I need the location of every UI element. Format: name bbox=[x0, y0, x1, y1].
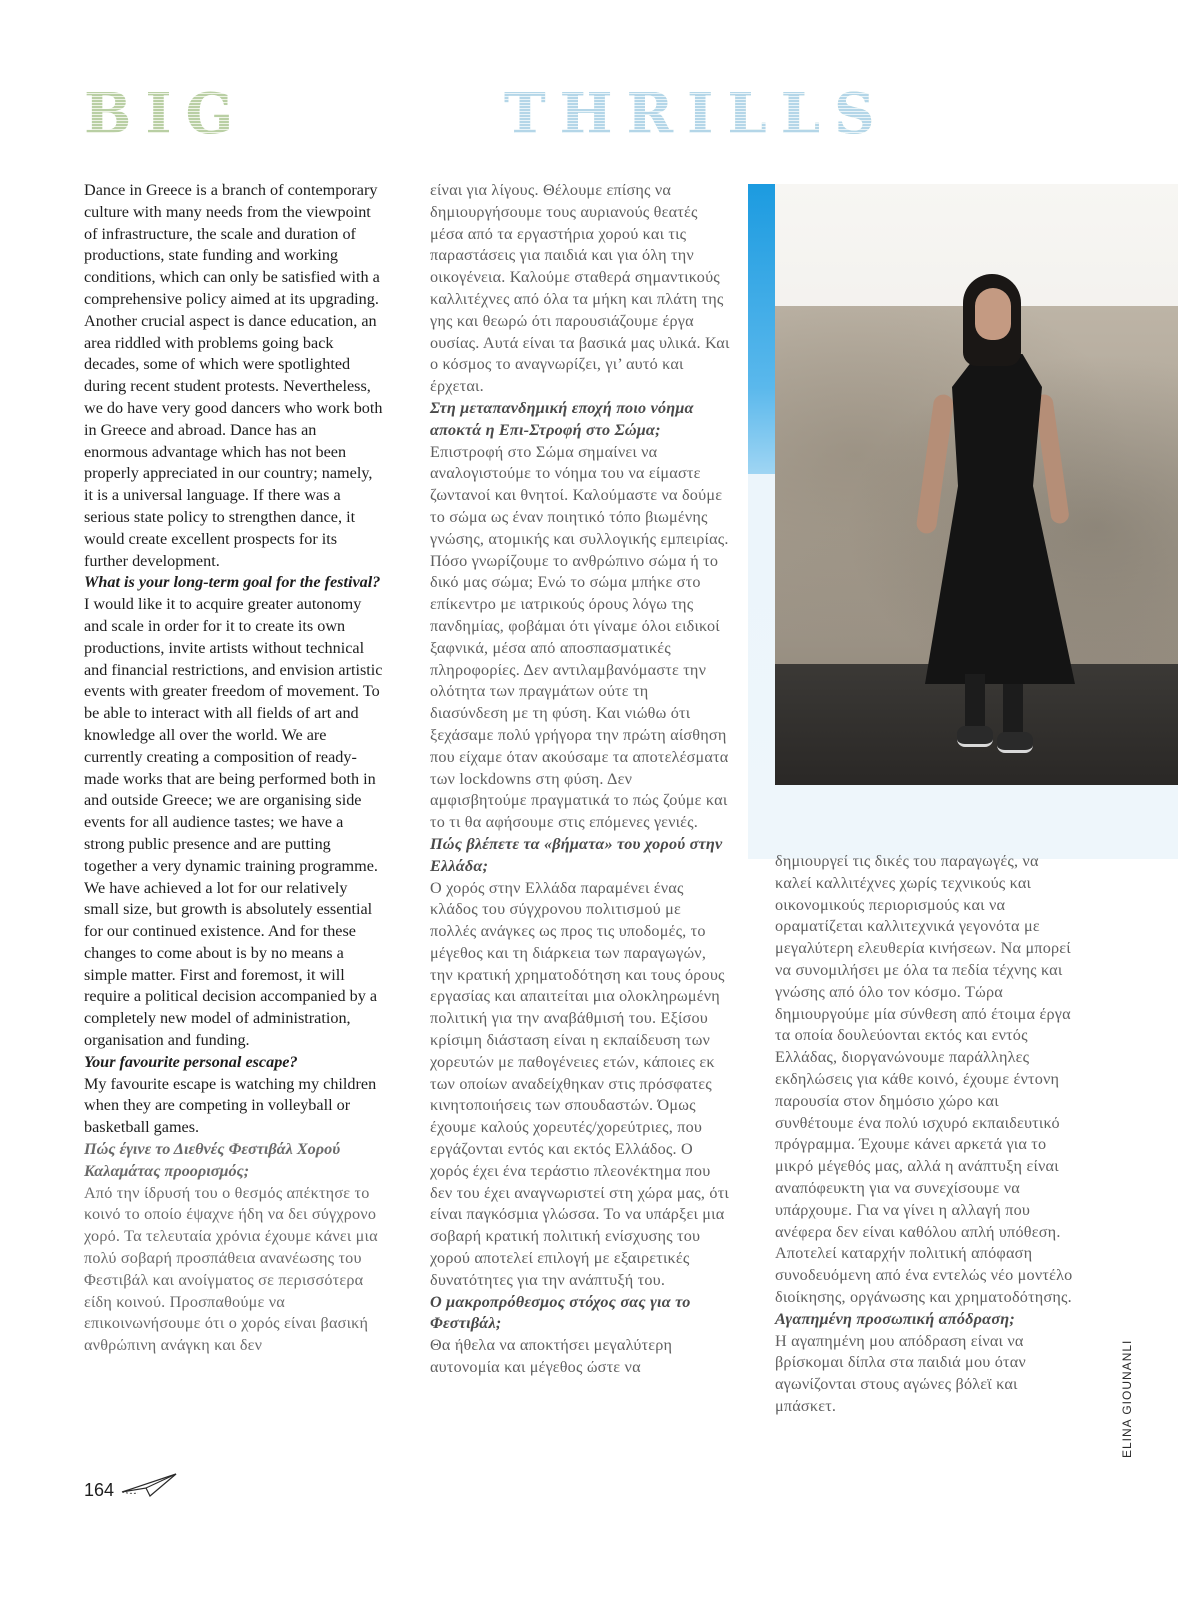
question: Πώς βλέπετε τα «βήματα» του χορού στην Ελλάδα; bbox=[430, 834, 723, 875]
paragraph: δημιουργεί τις δικές του παραγωγές, να καλεί καλλιτέχνες χωρίς τεχνικούς και οικονομικούς περιορισμούς και να οραματίζεται καλλιτεχνικά γεγονότα με μεγαλύτερη ελευθερία κινήσεων. Να μπορεί να συνομιλήσει με όλα τα πεδία τέχνης και γνώσης από όλο τον κόσμο. Τώρα δημιουργούμε μία σύνθεση από έτοιμα έργα τα οποία δουλεύονται εκτός και εντός Ελλάδας, διοργανώνουμε παράλληλες εκδηλώσεις για κάθε κοινό, έχουμε έντονη παρουσία στον δημόσιο χώρο και συνθέτουμε ένα πολύ ισχυρό εκπαιδευτικό πρόγραμμα. Έχουμε κάνει αρκετά για το μικρό μέγεθός μας, αλλά η ανάπτυξη είναι αναπόφευκτη για να συνεχίσουμε να υπάρχουμε. Για να γίνει η αλλαγή που ανέφερα δεν είναι καθόλου απλή υπόθεση. Αποτελεί καταρχήν πολιτική απόφαση συνοδευόμενη από ένα εντελώς νέο μοντέλο διοίκησης, οργάνωσης και χρηματοδότησης. bbox=[775, 852, 1073, 1306]
text-column-2 bbox=[430, 180, 730, 1379]
text-column-1 bbox=[84, 180, 384, 1357]
paragraph: Dance in Greece is a branch of contemporary culture with many needs from the viewpoint of infrastructure, the scale and duration of productions, state funding and working conditions, which can only be satisfied with a comprehensive policy aimed at its upgrading. Another crucial aspect is dance education, an area riddled with problems going back decades, some of which were spotlighted during recent student protests. Nevertheless, we do have very good dancers who work both in Greece and abroad. Dance has an enormous advantage which has not been properly appreciated in our country; namely, it is a universal language. If there was a serious state policy to strengthen dance, it would create excellent prospects for its further development. bbox=[84, 181, 383, 570]
paragraph: Η αγαπημένη μου απόδραση είναι να βρίσκομαι δίπλα στα παιδιά μου όταν αγωνίζονται στους αγώνες βόλεϊ και μπάσκετ. bbox=[775, 1331, 1026, 1415]
question-greek: Πώς έγινε το Διεθνές Φεστιβάλ Χορού Καλαμάτας προορισμός; bbox=[84, 1140, 341, 1180]
figure-arm-left bbox=[915, 393, 954, 534]
figure-face bbox=[975, 288, 1011, 340]
question: Στη μεταπανδημική εποχή ποιο νόημα αποκτά η Επι-Στροφή στο Σώμα; bbox=[430, 398, 694, 439]
paragraph: I would like it to acquire greater autonomy and scale in order for it to create its own productions, invite artists without technical and financial restrictions, and envision artistic events with greater freedom of movement. To be able to interact with all fields of art and knowledge all over the world. We are currently creating a composition of ready-made works that are being performed both in and outside Greece; we are organising side events for all audience tastes; we have a strong public presence and are putting together a very dynamic training programme. We have achieved a lot for our relatively small size, but growth is absolutely essential for our continued existence. And for these changes to come about is by no means a simple matter. First and foremost, it will require a political decision accompanied by a completely new model of administration, organisation and funding. bbox=[84, 595, 383, 1050]
question: Ο μακροπρόθεσμος στόχος σας για το Φεστιβάλ; bbox=[430, 1292, 691, 1333]
paragraph: είναι για λίγους. Θέλουμε επίσης να δημιουργήσουμε τους αυριανούς θεατές μέσα από τα εργαστήρια χορού και τις παραστάσεις για παιδιά και για όλη την οικογένεια. Καλούμε σταθερά σημαντικούς καλλιτέχνες από όλα τα μήκη και πλάτη της γης και θεωρώ ότι παρουσιάζουμε έργα ουσίας. Αυτά είναι τα βασικά μας υλικά. Και ο κόσμος το αναγνωρίζει, γι’ αυτό και έρχεται. bbox=[430, 181, 730, 396]
figure-sneaker-left bbox=[957, 726, 993, 747]
figure-sneaker-right bbox=[997, 732, 1033, 753]
paragraph: Ο χορός στην Ελλάδα παραμένει ένας κλάδος του σύγχρονου πολιτισμού με πολλές ανάγκες ως προς τις υποδομές, το μέγεθος και τη διάρκεια των παραγωγών, την κρατική χρηματοδότηση και τους όρους εργασίας και απαιτείται μια ολοκληρωμένη πολιτική για την αναβάθμισή του. Εξίσου κρίσιμη διάσταση είναι η εκπαίδευση των χορευτών με παθογένειες ετών, κάποιες εκ των οποίων αναδείχθηκαν στις πρόσφατες κινητοποιήσεις των σπουδαστών. Όμως έχουμε καλούς χορευτές/χορεύτριες, που εργάζονται εντός και εκτός Ελλάδος. Ο χορός έχει ένα τεράστιο πλεονέκτημα που δεν του έχει αναγνωριστεί στη χώρα μας, ότι είναι παγκόσμια γλώσσα. Το να υπάρξει μια σοβαρή κρατική πολιτική ενίσχυσης του χορού αποτελεί επιλογή με εξαιρετικές δυνατότητες για την ανάπτυξή του. bbox=[430, 878, 729, 1289]
question: What is your long-term goal for the festival? bbox=[84, 573, 381, 592]
portrait-photo bbox=[775, 184, 1178, 785]
figure-leg-left bbox=[965, 674, 985, 734]
question: Αγαπημένη προσωπική απόδραση; bbox=[775, 1309, 1015, 1328]
figure-leg-right bbox=[1003, 684, 1023, 739]
paragraph: Επιστροφή στο Σώμα σημαίνει να αναλογιστούμε το νόημα του να είμαστε ζωντανοί και θνητοί. Καλούμαστε να δούμε το σώμα ως έναν ποιητικό τόπο βιωμένης γνώσης, ατομικής και συλλογικής εμπειρίας. Πόσο γνωρίζουμε το ανθρώπινο σώμα ή το δικό μας σώμα; Ενώ το σώμα μπήκε στο επίκεντρο με ιατρικούς όρους λόγω της πανδημίας, φοβάμαι ότι γίναμε όλοι ειδικοί ξαφνικά, μέσα από αποσπασματικές πληροφορίες. Δεν αντιλαμβανόμαστε την ολότητα των πραγμάτων ούτε τη διασύνδεση με τη φύση. Και νιώθω ότι ξεχάσαμε πολύ γρήγορα την πρώτη αίσθηση που είχαμε όταν ακούσαμε τα αποτελέσματα των lockdowns στη φύση. Δεν αμφισβητούμε πραγματικά το πώς ζούμε και το τι θα αφήσουμε στις επόμενες γενιές. bbox=[430, 442, 729, 832]
paragraph: My favourite escape is watching my children when they are competing in volleyball or basketball games. bbox=[84, 1074, 377, 1137]
paragraph: Θα ήθελα να αποκτήσει μεγαλύτερη αυτονομία και μέγεθος ώστε να bbox=[430, 1336, 673, 1377]
page-number: 164 bbox=[84, 1480, 115, 1500]
woman-figure bbox=[895, 274, 1095, 754]
headline-word-2: THRILLS bbox=[504, 81, 889, 147]
photo-credit: ELINA GIOUNANLI bbox=[1120, 1339, 1134, 1458]
text-column-3 bbox=[775, 851, 1075, 1418]
paper-plane-icon bbox=[120, 1470, 180, 1498]
photo-accent-bar bbox=[748, 184, 775, 474]
headline-word-1: BIG bbox=[84, 81, 248, 147]
question: Your favourite personal escape? bbox=[84, 1052, 298, 1071]
paragraph-greek: Από την ίδρυσή του ο θεσμός απέκτησε το κοινό το οποίο έψαχνε ήδη να δει σύγχρονο χορό. Τα τελευταία χρόνια έχουμε κάνει μια πολύ σοβαρή προσπάθεια ανανέωσης του Φεστιβάλ και ανοίγματος σε περισσότερα είδη κοινού. Προσπαθούμε να επικοινωνήσουμε ότι ο χορός είναι βασική ανθρώπινη ανάγκη και δεν bbox=[84, 1183, 378, 1355]
headline bbox=[84, 82, 1084, 146]
